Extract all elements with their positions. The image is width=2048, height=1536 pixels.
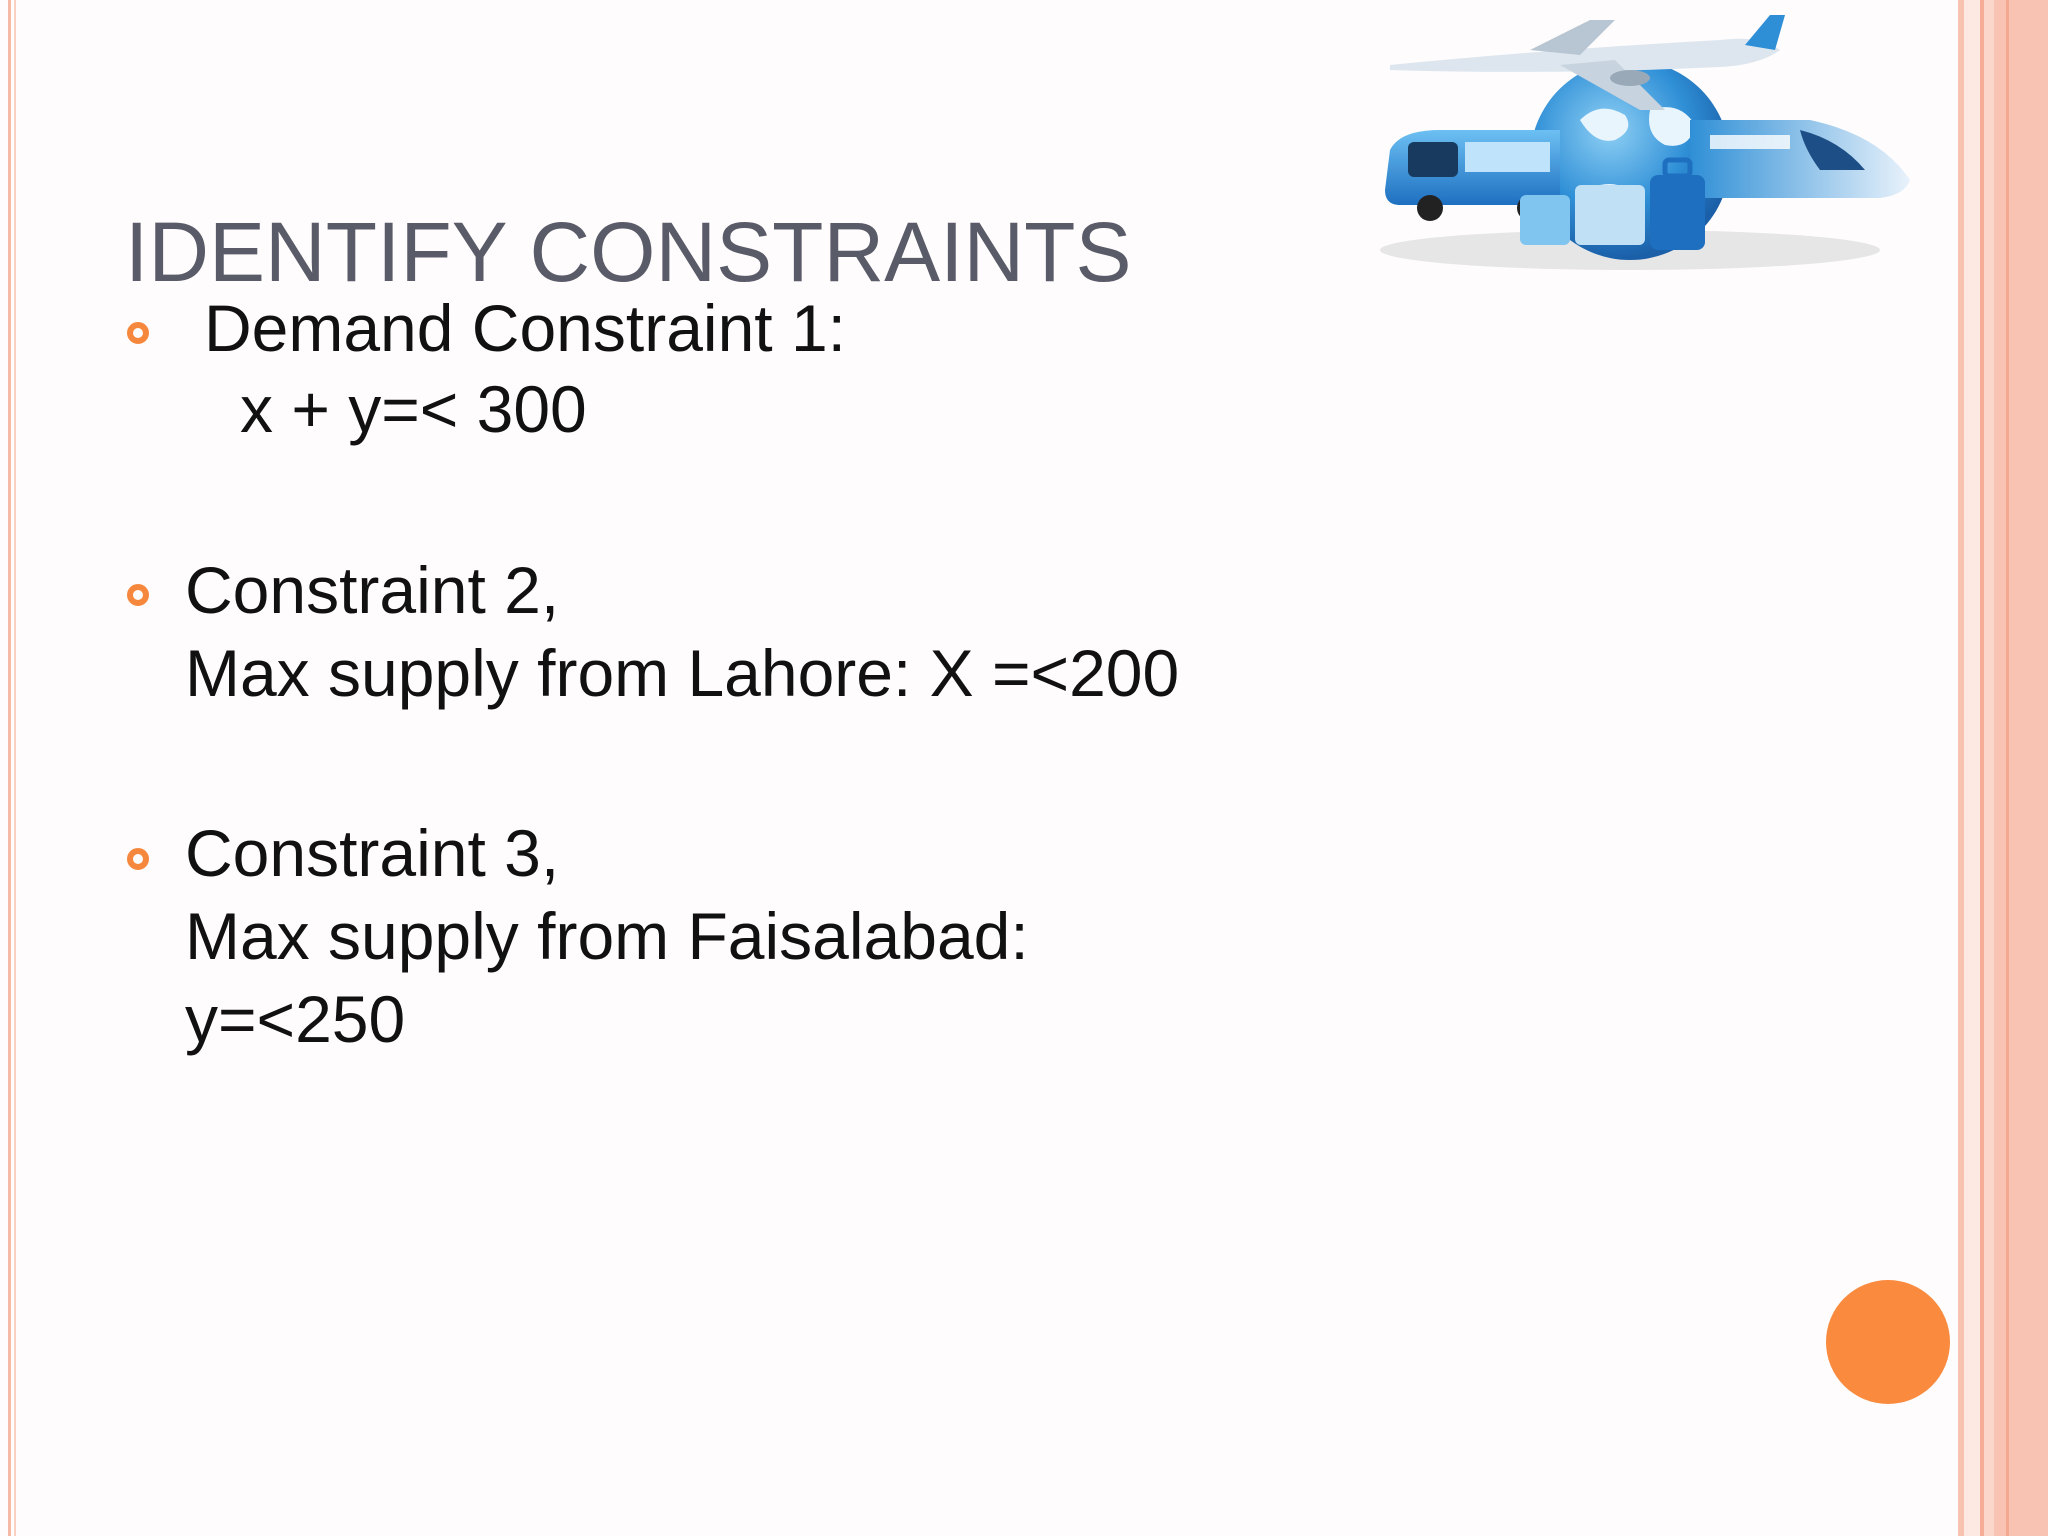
accent-circle <box>1826 1280 1950 1404</box>
bullet-icon <box>127 322 149 344</box>
travel-illustration-icon <box>1330 10 1920 290</box>
train-icon <box>1690 120 1910 198</box>
bullet-1-line-1: Demand Constraint 1: <box>204 291 846 365</box>
bullet-2-line-1: Constraint 2, <box>185 553 560 627</box>
bullet-1-line-2: x + y=< 300 <box>240 372 587 446</box>
left-border-line-inner <box>14 0 16 1536</box>
left-border-line <box>8 0 11 1536</box>
slide-title: IDENTIFY CONSTRAINTS <box>125 205 1132 299</box>
bullet-icon <box>127 848 149 870</box>
bullet-icon <box>127 584 149 606</box>
right-border <box>2006 0 2009 1536</box>
right-border <box>1964 0 1980 1536</box>
bullet-2-line-2: Max supply from Lahore: X =<200 <box>185 636 1180 710</box>
right-border <box>1984 0 1994 1536</box>
bullet-3-line-1: Constraint 3, <box>185 816 560 890</box>
bullet-3-line-3: y=<250 <box>185 982 406 1056</box>
bullet-3-line-2: Max supply from Faisalabad: <box>185 899 1029 973</box>
right-border <box>1994 0 2048 1536</box>
